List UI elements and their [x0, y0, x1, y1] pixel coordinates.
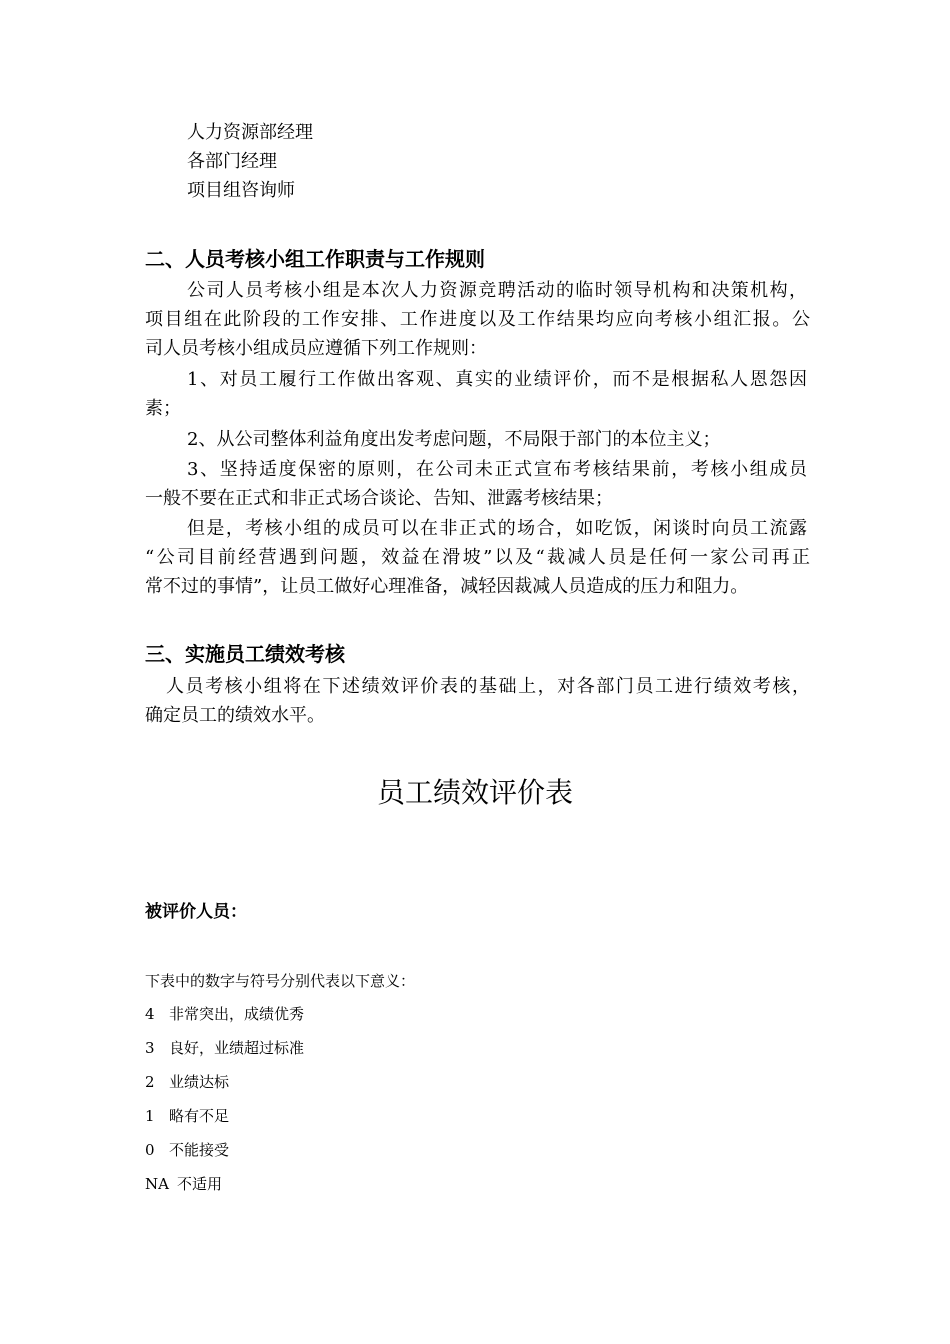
legend-item: [145, 1002, 304, 1026]
note-line-2: “公司目前经营遇到问题，效益在滑坡”以及“裁减人员是任何一家公司再正: [145, 547, 810, 568]
section-2-para-line-1: 公司人员考核小组是本次人力资源竞聘活动的临时领导机构和决策机构，: [187, 280, 807, 301]
rule-3-line-1: 3、坚持适度保密的原则，在公司未正式宣布考核结果前，考核小组成员: [187, 459, 807, 480]
evaluatee-label: 被评价人员：: [145, 902, 247, 922]
legend-item: [145, 1172, 222, 1196]
rule-3-line-2: 一般不要在正式和非正式场合谈论、告知、泄露考核结果；: [145, 488, 613, 509]
legend-item: [145, 1104, 229, 1128]
legend-meaning: 非常突出，成绩优秀: [169, 1005, 305, 1023]
member-dept-managers: 各部门经理: [187, 151, 277, 172]
section-3-para-line-1: 人员考核小组将在下述绩效评价表的基础上，对各部门员工进行绩效考核，: [166, 676, 810, 697]
section-3-heading: 三、实施员工绩效考核: [145, 642, 345, 666]
section-3-para-line-2: 确定员工的绩效水平。: [145, 705, 325, 726]
note-line-1: 但是，考核小组的成员可以在非正式的场合，如吃饭，闲谈时向员工流露: [187, 518, 807, 539]
legend-code: 0: [145, 1141, 155, 1159]
rule-1-line-1: 1、对员工履行工作做出客观、真实的业绩评价，而不是根据私人恩怨因: [187, 369, 807, 390]
rule-2: 2、从公司整体利益角度出发考虑问题，不局限于部门的本位主义；: [187, 429, 721, 450]
legend-intro: 下表中的数字与符号分别代表以下意义：: [145, 972, 416, 990]
legend-code: 3: [145, 1039, 155, 1057]
legend-item: [145, 1070, 229, 1094]
legend-meaning: 不适用: [177, 1175, 223, 1193]
legend-meaning: 良好，业绩超过标准: [169, 1039, 305, 1057]
legend-code: NA: [145, 1175, 169, 1193]
legend-code: 4: [145, 1005, 155, 1023]
rule-1-line-2: 素；: [145, 398, 181, 419]
legend-meaning: 不能接受: [169, 1141, 230, 1159]
member-hr-manager: 人力资源部经理: [187, 122, 313, 143]
legend-code: 1: [145, 1107, 155, 1125]
legend-code: 2: [145, 1073, 155, 1091]
section-2-heading: 二、人员考核小组工作职责与工作规则: [145, 247, 485, 271]
section-2-para-line-3: 司人员考核小组成员应遵循下列工作规则：: [145, 338, 487, 359]
legend-item: [145, 1138, 229, 1162]
legend-item: [145, 1036, 304, 1060]
form-title: 员工绩效评价表: [376, 776, 573, 809]
legend-meaning: 业绩达标: [169, 1073, 230, 1091]
member-consultants: 项目组咨询师: [187, 180, 295, 201]
note-line-3: 常不过的事情”，让员工做好心理准备，减轻因裁减人员造成的压力和阻力。: [145, 576, 749, 597]
section-2-para-line-2: 项目组在此阶段的工作安排、工作进度以及工作结果均应向考核小组汇报。公: [145, 309, 810, 330]
legend-meaning: 略有不足: [169, 1107, 230, 1125]
